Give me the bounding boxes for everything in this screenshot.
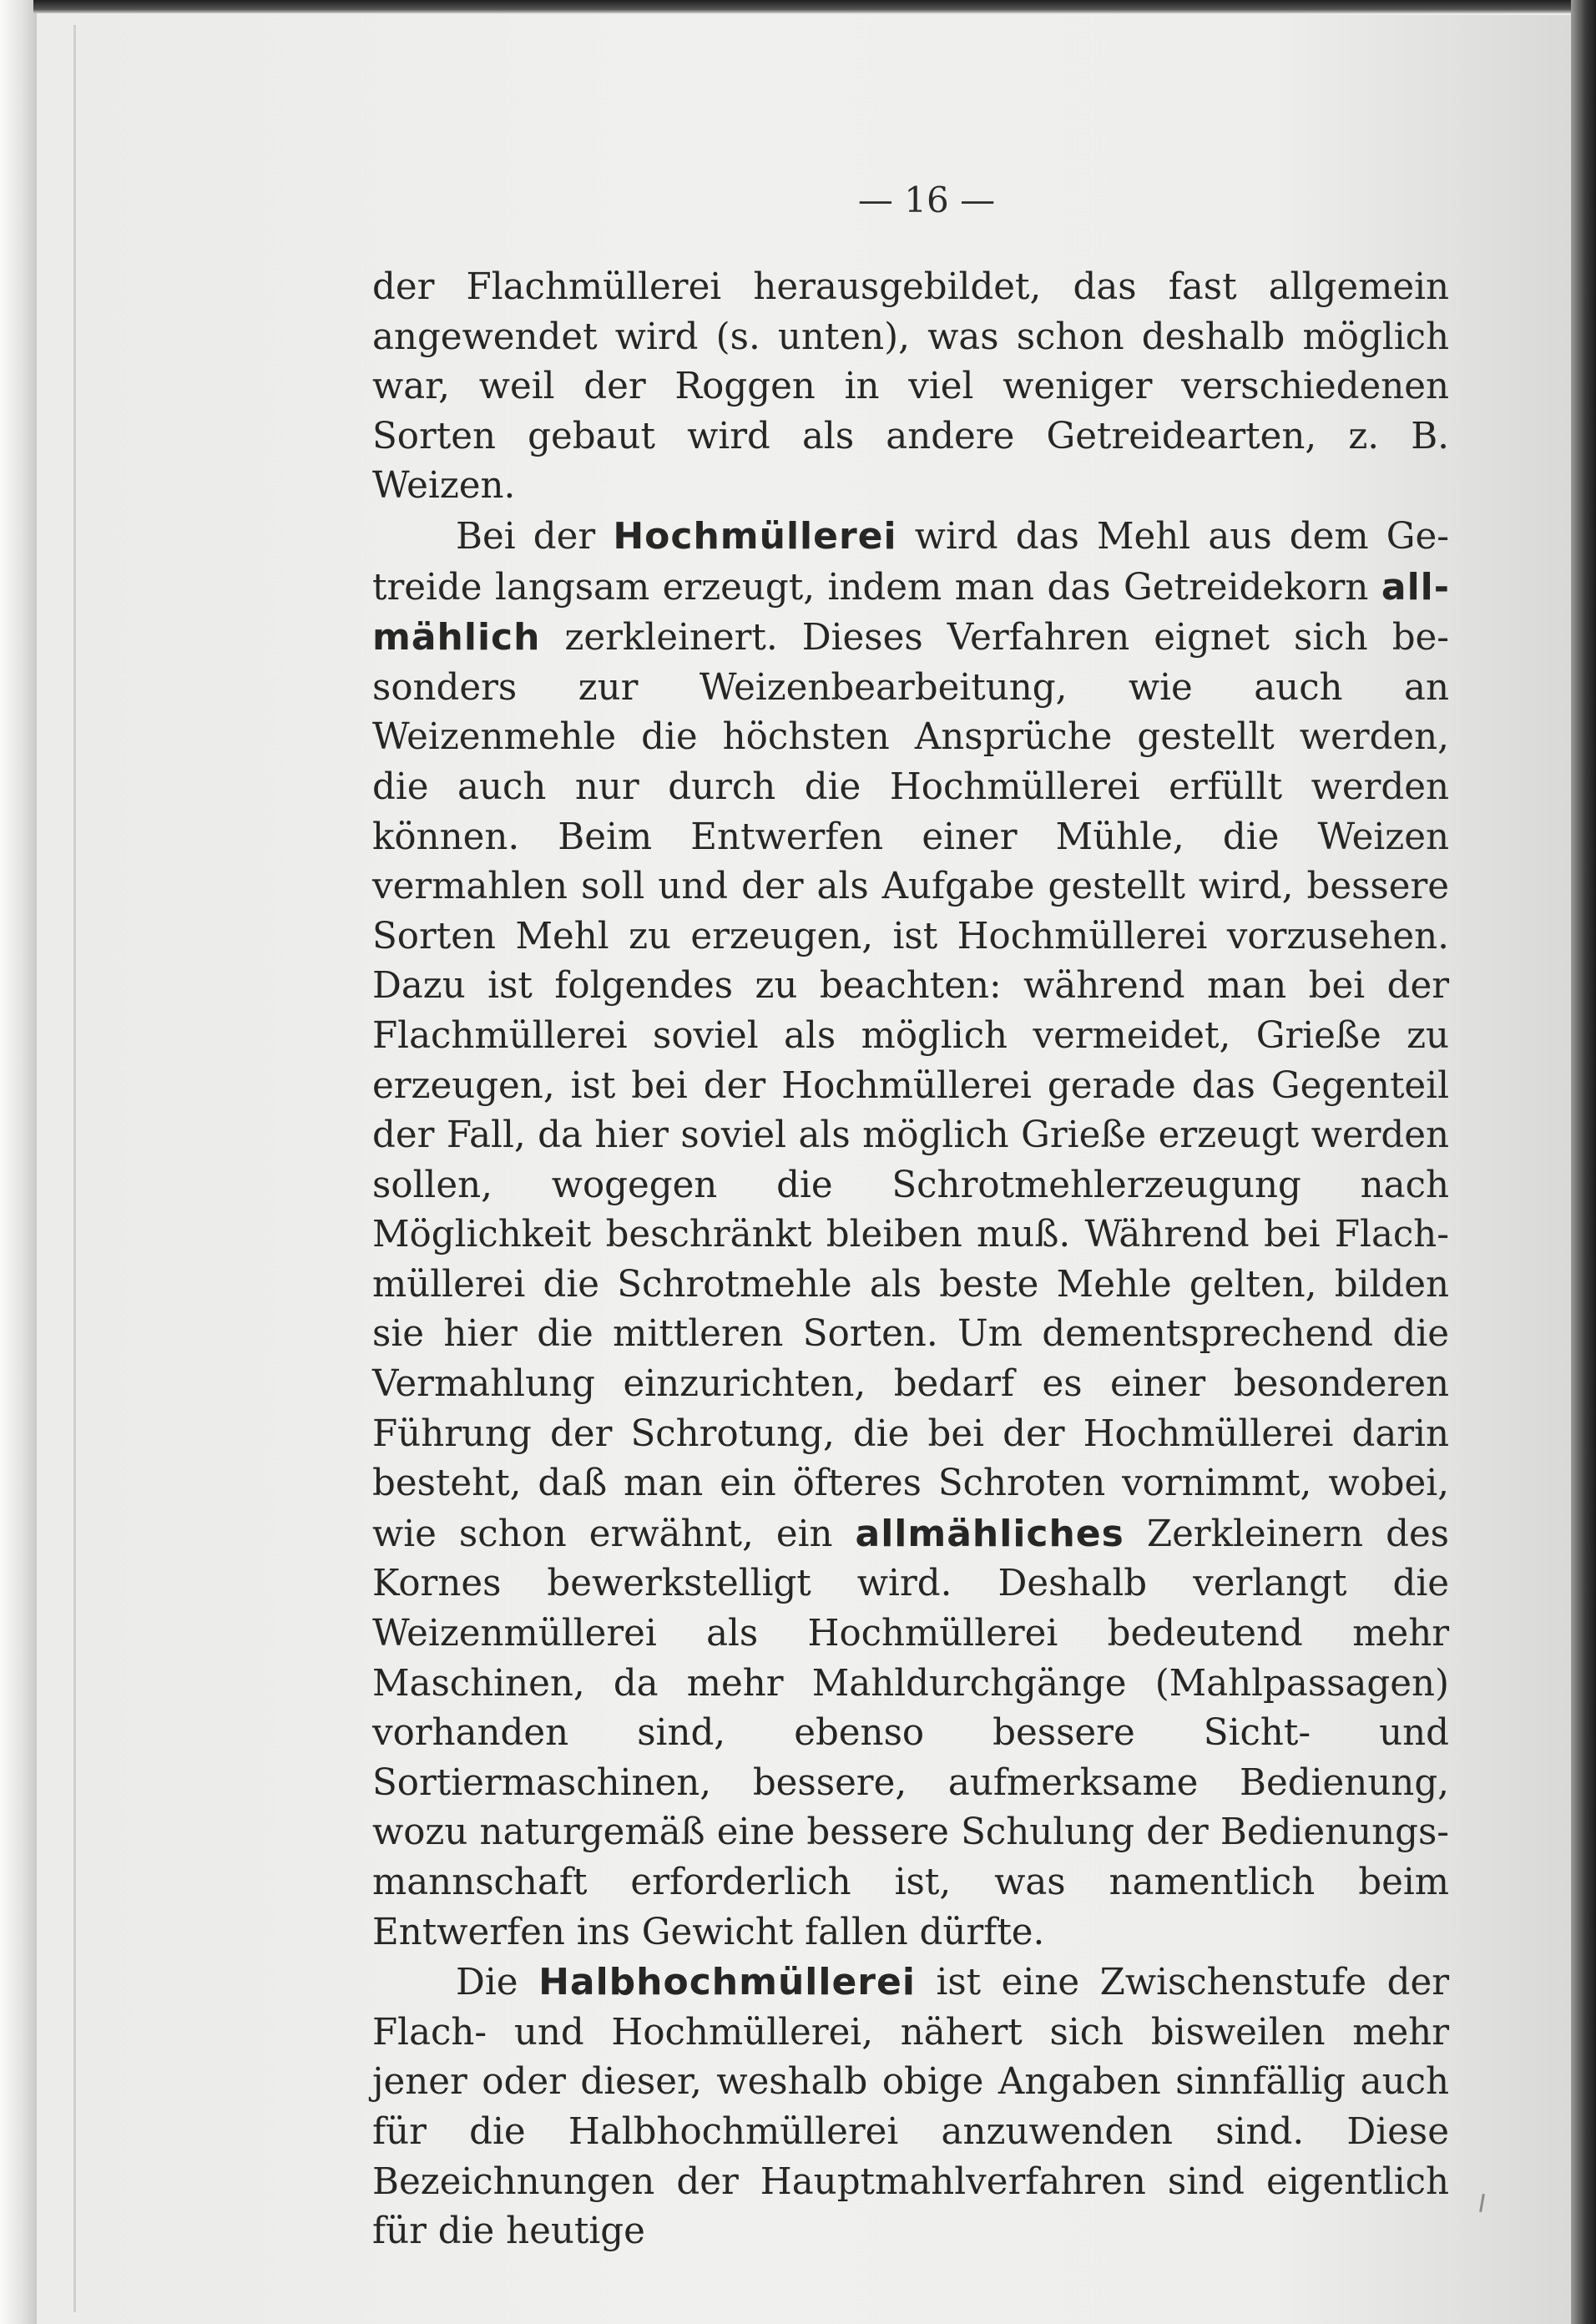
text-segment: Die [456, 1962, 539, 2004]
text-segment: Zerkleinern des Kornes bewerkstelligt wird. Deshalb verlangt die Weizenmüllerei als Hochmüllerei bedeutend mehr Maschinen, da mehr Mahldurchgänge (Mahlpassagen) vorhanden sind, ebenso bessere Sicht- und Sortiermaschinen, bessere, aufmerksame Bedienung, wozu naturgemäß eine bessere Schulung der Bedienungsmannschaft erforderlich ist, was namentlich beim Entwerfen ins Gewicht fallen dürfte. [372, 1513, 1450, 1953]
text-segment: zerkleinert. Dieses Verfahren eignet sich besonders zur Weizenbearbeitung, wie auch an Weizenmehle die höchsten Ansprüche gestellt werden, die auch nur durch die Hochmüllerei erfüllt werden können. Beim Entwerfen einer Mühle, die Weizen vermahlen soll und der als Aufgabe gestellt wird, bessere Sorten Mehl zu erzeugen, ist Hochmüllerei vorzusehen. Dazu ist folgendes zu beachten: während man bei der Flachmüllerei soviel als möglich vermeidet, Grieße zu erzeugen, ist bei der Hochmüllerei gerade das Gegenteil der Fall, da hier soviel als möglich Grieße erzeugt werden sollen, wogegen die Schrotmehlerzeugung nach Möglichkeit beschränkt bleiben muß. Während bei Flachmüllerei die Schrotmehle als beste Mehle gelten, bilden sie hier die mittleren Sorten. Um dementsprechend die Vermahlung einzurichten, bedarf es einer besonderen Führung der Schrotung, die bei der Hochmüllerei darin besteht, daß man ein öfteres Schroten vornimmt, wobei, wie schon erwähnt, ein [372, 617, 1449, 1555]
book-edge-top [33, 0, 1596, 13]
emphasis-term-halbhochmuellerei: Halbhochmüllerei [538, 1961, 916, 2004]
emphasis-term-allmaehlich: allmählich [372, 565, 1449, 659]
book-gutter-left [0, 0, 37, 2324]
text-segment: wird das Mehl aus dem Getreide langsam erzeugt, indem man das Getreidekorn [372, 515, 1449, 609]
binding-crease [73, 25, 76, 2312]
text-segment: Bei der [456, 515, 614, 558]
emphasis-term-hochmuellerei: Hochmüllerei [613, 514, 897, 558]
paragraph-3 [372, 1958, 1449, 2257]
text-segment: ist eine Zwischenstufe der Flach- und Hochmüllerei, nähert sich bisweilen mehr jener oder dieser, weshalb obige Angaben sinnfällig auch für die Halbhochmüllerei anzuwenden sind. Diese Bezeichnungen der Hauptmahlverfahren sind eigentlich für die heutige [372, 1962, 1450, 2253]
book-edge-right [1571, 0, 1596, 2324]
text-segment: der Flachmüllerei herausgebildet, das fast allgemein angewendet wird (s. unten), was schon deshalb möglich war, weil der Roggen in viel weniger verschiedenen Sorten gebaut wird als andere Getreidearten, z. B. Weizen. [372, 266, 1449, 508]
paragraph-1 [372, 263, 1449, 512]
body-text [372, 263, 1449, 2257]
page-number: — 16 — [857, 179, 996, 220]
emphasis-term-allmaehliches: allmähliches [855, 1512, 1124, 1555]
paragraph-2 [372, 512, 1449, 1958]
